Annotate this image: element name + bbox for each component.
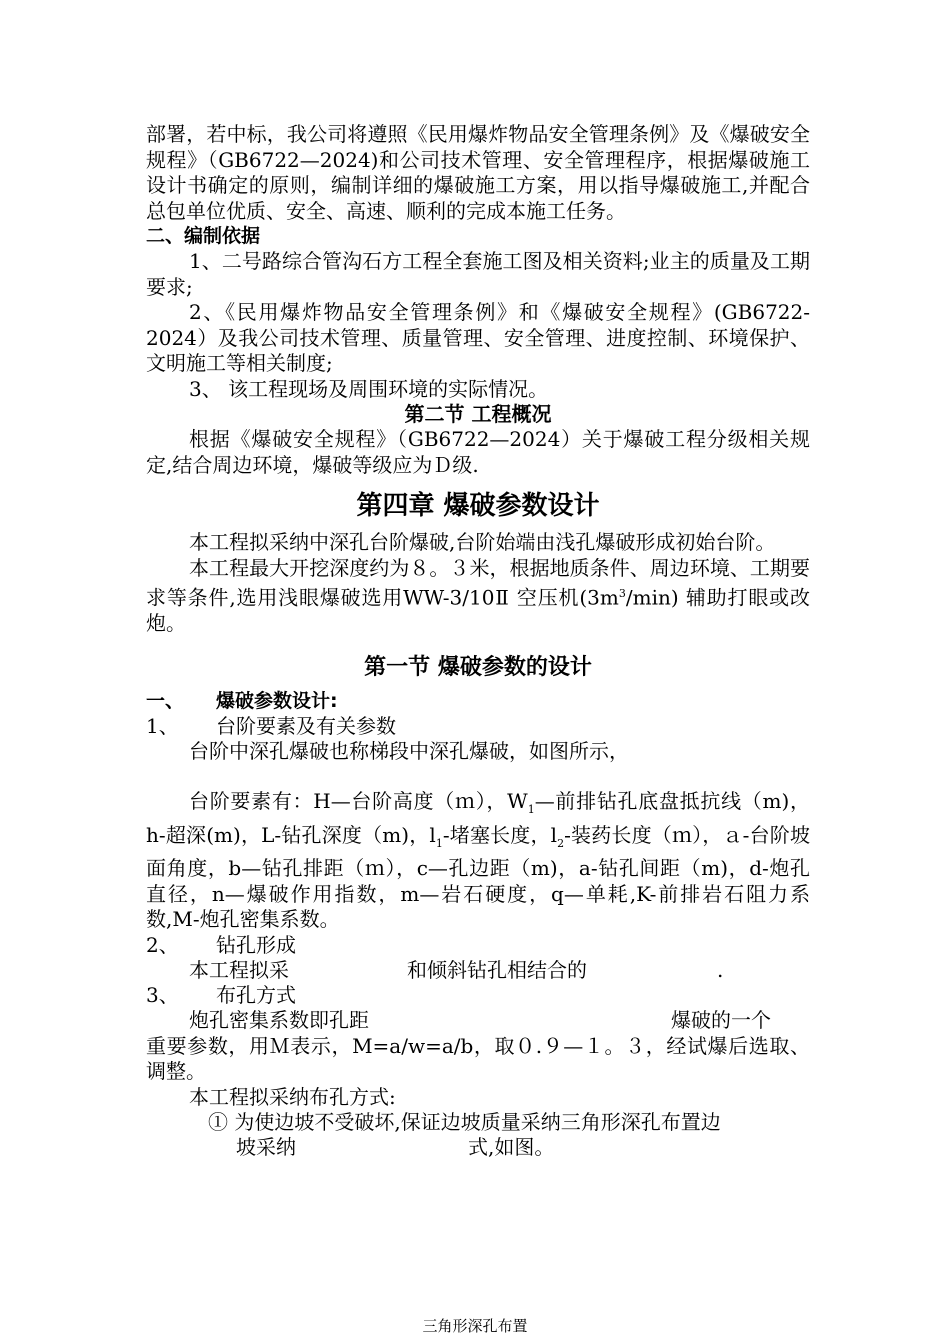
layout-item-1-text-a: 坡采纳 <box>236 1135 296 1160</box>
item-3-number: 3、 <box>146 983 179 1008</box>
ch4-p2-superscript: 3 <box>618 587 626 600</box>
item-2-text: 钻孔形成 <box>216 932 296 957</box>
section2-title: 第二节 工程概况 <box>404 402 552 426</box>
item-1-text: 台阶要素及有关参数 <box>216 713 396 738</box>
elem-text-1: 台阶要素有：H—台阶高度（ｍ），W <box>189 789 528 814</box>
item-design <box>146 689 810 714</box>
elem-text-2: —前排钻孔底盘抵抗线（m)，h-超深(m)，L-钻孔深度（m)，l <box>146 789 810 847</box>
item-design-number: 一、 <box>146 689 185 712</box>
elem-sub-1: 1 <box>527 803 535 817</box>
intro-paragraph: 部署，若中标，我公司将遵照《民用爆炸物品安全管理条例》及《爆破安全规程》（GB6722—2024)和公司技术管理、安全管理程序，根据爆破施工设计书确定的原则，编制详细的爆破施工方案，用以指导爆破施工,并配合总包单位优质、安全、高速、顺利的完成本施工任务。 <box>146 122 810 223</box>
layout-item-1-line2 <box>208 1135 810 1160</box>
ch4-paragraph-1: 本工程拟采纳中深孔台阶爆破,台阶始端由浅孔爆破形成初始台阶。 <box>189 530 776 554</box>
density-text-a: 炮孔密集系数即孔距 <box>189 1008 369 1033</box>
ch4-p2-tail: /min) 辅助打眼或改炮。 <box>146 585 810 636</box>
item-drilling <box>146 933 810 958</box>
drill-text-a: 本工程拟采 <box>189 957 289 982</box>
layout-item-1 <box>146 1110 810 1160</box>
ch4-paragraph-2 <box>146 556 810 637</box>
basis-item-3: 3、 该工程现场及周围环境的实际情况。 <box>189 376 549 401</box>
layout-item-1-line1: 为使边坡不受破坏,保证边坡质量采纳三角形深孔布置边 <box>234 1110 721 1135</box>
overview-paragraph: 根据《爆破安全规程》（GB6722—2024）关于爆破工程分级相关规定,结合周边环境，爆破等级应为Ｄ级. <box>146 427 810 477</box>
basis-item-2: 2、《民用爆炸物品安全管理条例》和《爆破安全规程》(GB6722-2024）及我公司技术管理、质量管理、安全管理、进度控制、环境保护、文明施工等相关制度; <box>146 300 810 375</box>
item-layout <box>146 983 810 1008</box>
layout-intro: 本工程拟采纳布孔方式: <box>189 1084 396 1109</box>
density-paragraph: 重要参数，用Ｍ表示，M=a/w=a/b，取０.９—１。３，经试爆后选取、调整。 <box>146 1033 810 1084</box>
item-3-text: 布孔方式 <box>216 983 296 1008</box>
elem-sub-3: 2 <box>557 836 565 850</box>
step-description: 台阶中深孔爆破也称梯段中深孔爆破，如图所示， <box>189 738 629 763</box>
drill-text-b: 和倾斜钻孔相结合的 <box>407 957 587 982</box>
basis-item-1: 1、二号路综合管沟石方工程全套施工图及相关资料;业主的质量及工期要求; <box>146 249 810 299</box>
ch4-p2-text: 本工程最大开挖深度约为８。３米，根据地质条件、周边环境、工期要求等条件,选用浅眼爆破选用WW-3/10Ⅱ 空压机(3m <box>146 555 810 610</box>
item-1-number: 1、 <box>146 713 179 738</box>
circled-number-1: ① <box>208 1110 228 1135</box>
elem-sub-2: 1 <box>435 836 443 850</box>
figure-caption: 三角形深孔布置 <box>422 1317 528 1335</box>
item-step-elements <box>146 714 810 739</box>
chapter4-title: 第四章 爆破参数设计 <box>356 491 600 521</box>
drilling-paragraph <box>146 958 810 984</box>
layout-item-1-text-b: 式,如图。 <box>468 1135 555 1160</box>
item-2-number: 2、 <box>146 932 179 957</box>
density-text-b: 爆破的一个 <box>671 1008 771 1033</box>
drill-text-c: . <box>717 957 724 982</box>
item-design-text: 爆破参数设计: <box>216 689 338 712</box>
document-body <box>146 122 810 1160</box>
section1-title: 第一节 爆破参数的设计 <box>364 654 592 680</box>
basis-heading: 二、编制依据 <box>146 225 261 247</box>
density-line <box>146 1008 810 1034</box>
step-elements-paragraph <box>146 789 810 933</box>
elem-text-3: -堵塞长度，l <box>442 822 558 847</box>
elem-text-4: -装药长度（ｍ），ａ-台阶坡面角度，b—钻孔排距（ｍ），c—孔边距（m)，a-钻孔间距（m)，d-炮孔直径，n—爆破作用指数，m—岩石硬度，q—单耗,K-前排岩石阻力系数,M-炮孔密集系数。 <box>146 822 810 932</box>
